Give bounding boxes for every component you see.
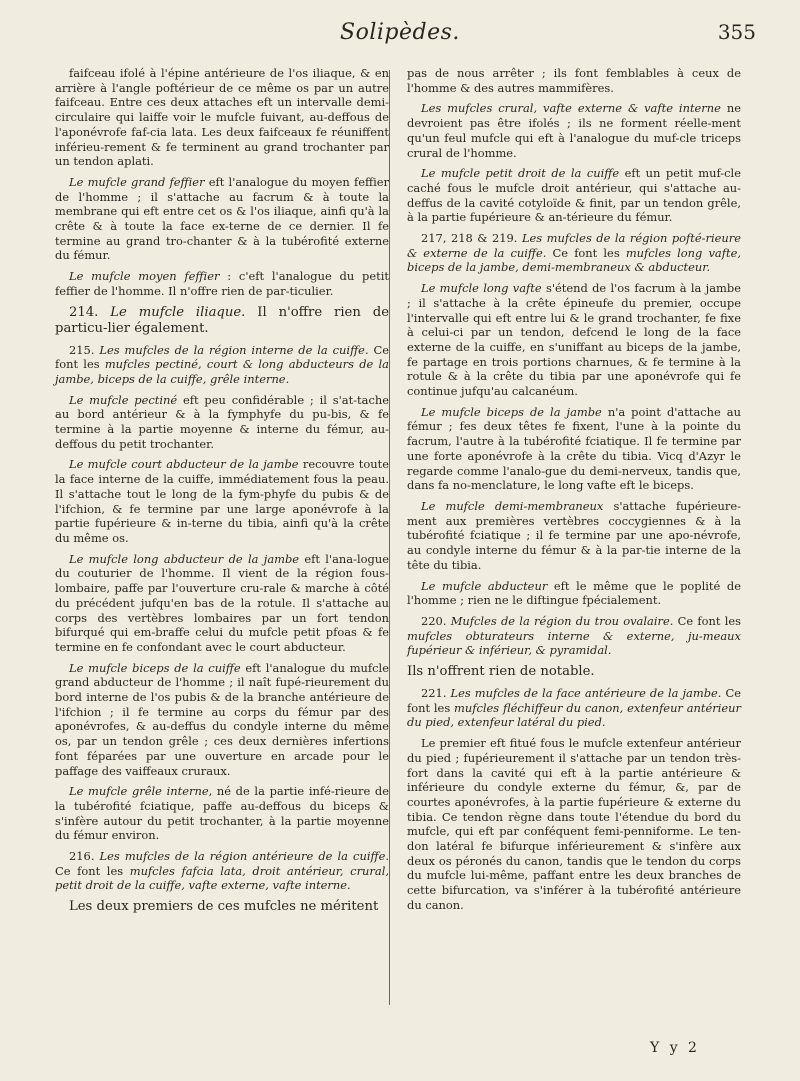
paragraph-text: pas de nous arrêter ; ils font femblables à ceux de l'homme & des autres mammifères. — [407, 66, 741, 95]
italic-term: Les mufcles de la région pofté-rieure & externe de la cuiffe. — [407, 231, 741, 260]
paragraph-text: Ce font les — [546, 245, 626, 260]
paragraph-text: Il n'offre rien de particu-lier également. — [55, 304, 390, 336]
italic-term: Le mufcle demi-membraneux — [421, 498, 604, 513]
paragraph — [55, 269, 389, 298]
paragraph — [407, 166, 741, 225]
running-head-title: Solipèdes. — [340, 20, 460, 45]
paragraph-text: eft l'analogue du moyen feffier de l'homme ; il s'attache au facrum & à toute la membrane qui eft entre cet os & l'os iliaque, ainfi qu'à la crête & à toute la face ex-terne de ce dernier. Il fe termine au grand tro-chanter & à la tubérofité externe du fémur. — [55, 174, 389, 263]
paragraph-text: Ce font les — [407, 686, 742, 715]
paragraph — [407, 736, 741, 912]
italic-term: mufcles pectiné, court & long abducteurs de la jambe, biceps de la cuiffe, grêle interne. — [55, 357, 389, 386]
paragraph-text: s'étend de l'os facrum à la jambe ; il s'attache à la crête épineufe du premier, occupe l'intervalle qui eft entre lui & le grand trochanter, fe fixe à celui-ci par un tendon, defcend le long de la face externe de la cuiffe, en s'uniffant au biceps de la jambe, fe partage en trois portions charnues, & fe termine à la rotule & à la crête du tibia par une aponévrofe qui fe continue jufqu'au calcanéum. — [407, 281, 741, 399]
italic-term: Le mufcle pectiné — [69, 392, 178, 407]
paragraph-text: eft l'ana-logue du couturier de l'homme. Il vient de la région fous-lombaire, paffe par l'ouverture cru-rale & marche à côté du précédent jufqu'en bas de la rotule. Il s'attache au corps des vertèbres lombaires par un fort tendon bifurqué qui em-braffe celui du mufcle petit pfoas & fe termine en fe confondant avec le court abducteur. — [55, 551, 389, 654]
paragraph — [407, 231, 741, 275]
paragraph-text: Les deux premiers de ces mufcles ne méritent — [69, 899, 379, 915]
paragraph-text: s'attache fupérieure-ment aux premières vertèbres coccygiennes & à la tubérofité fciatique ; il fe termine par une apo-névrofe, au condyle interne du fémur & à la par-tie interne de la tête du tibia. — [407, 498, 741, 572]
italic-term: Le mufcle iliaque. — [110, 304, 246, 320]
italic-term: Le mufcle petit droit de la cuiffe — [421, 166, 620, 181]
section-number: 214. — [69, 304, 111, 320]
paragraph-text: , né de la partie infé-rieure de la tubérofité fciatique, paffe au-deffous du biceps & s'infère autour du petit trochanter, à la partie moyenne du fémur environ. — [55, 784, 389, 843]
right-column — [407, 66, 741, 919]
paragraph — [407, 499, 741, 573]
paragraph — [407, 101, 741, 160]
italic-term: mufcles fafcia lata, droit antérieur, crural, petit droit de la cuiffe, vafte externe, vafte interne. — [55, 863, 389, 893]
section-number: 220. — [421, 613, 451, 628]
paragraph — [55, 175, 389, 263]
section-number: 221. — [421, 686, 451, 701]
italic-term: Le mufcle biceps de la cuiffe — [69, 660, 241, 675]
paragraph-text: eft un petit muf-cle caché fous le mufcle droit antérieur, qui s'attache au-deffus de la cavité cotyloïde & finit, par un tendon grêle, à la partie fupérieure & an-térieure du fémur. — [407, 166, 741, 225]
paragraph-text: : c'eft l'analogue du petit feffier de l'homme. Il n'offre rien de par-ticulier. — [55, 269, 389, 298]
italic-term: Les mufcles crural, vafte externe & vafte interne — [421, 101, 721, 116]
italic-term: Le mufcle grand feffier — [69, 174, 205, 189]
italic-term: Les mufcles de la région interne de la cuiffe. — [99, 342, 369, 357]
italic-term: Les mufcles de la région antérieure de la cuiffe. — [99, 849, 389, 864]
left-column — [55, 66, 389, 917]
paragraph — [407, 614, 741, 658]
italic-term: Les mufcles de la face antérieure de la jambe. — [450, 686, 722, 701]
italic-term: Le mufcle long vafte — [421, 281, 542, 296]
section-number: 217, 218 & 219. — [421, 231, 522, 246]
section-number: 215. — [69, 342, 100, 357]
running-head — [0, 14, 800, 48]
paragraph-text: Ils n'offrent rien de notable. — [407, 664, 595, 680]
paragraph-text: recouvre toute la face interne de la cuiffe, immédiatement fous la peau. Il s'attache tout le long de la fym-phyfe du pubis & de l'ifchion, & fe termine par une large aponévrofe à la partie fupérieure & in-terne du tibia, ainfi qu'à la crête du même os. — [55, 457, 389, 545]
paragraph — [55, 66, 389, 169]
italic-term: mufcles fléchiffeur du canon, extenfeur antérieur du pied, extenfeur latéral du pied. — [407, 700, 741, 730]
paragraph-text: n'a point d'attache au fémur ; fes deux têtes fe fixent, l'une à la pointe du facrum, l'autre à la tubérofité fciatique. Il fe termine par une forte aponévrofe à la crête du tibia. Vicq d'Azyr le regarde comme l'analo-gue du demi-nerveux, tandis que, dans fa no-menclature, le long vafte eft le biceps. — [407, 404, 741, 493]
signature-mark: Y y 2 — [650, 1040, 700, 1056]
italic-term: Mufcles de la région du trou ovalaire. — [450, 613, 674, 628]
section-number: 216. — [69, 849, 100, 864]
italic-term: Le mufcle long abducteur de la jambe — [69, 551, 300, 566]
paragraph — [407, 281, 741, 399]
paragraph — [55, 899, 389, 915]
paragraph — [407, 579, 741, 608]
paragraph — [407, 686, 741, 730]
paragraph-text: eft l'analogue du mufcle grand abducteur de l'homme ; il naît fupé-rieurement du bord interne de l'os pubis & de la branche antérieure de l'ifchion ; il fe termine au corps du fémur par des aponévrofes, & au-deffus du condyle interne du même os, par un tendon grêle ; ces deux dernières infertions font féparées par une ouverture en arcade pour le paffage des vaiffeaux cruraux. — [55, 660, 389, 778]
paragraph-text: eft peu confidérable ; il s'at-tache au bord antérieur & à la fymphyfe du pu-bis, & fe termine à la partie moyenne & interne du fémur, au-deffous du petit trochanter. — [55, 392, 389, 451]
paragraph — [55, 457, 389, 545]
page-number: 355 — [717, 20, 756, 44]
paragraph-text: Ce font les — [55, 863, 130, 878]
paragraph — [55, 552, 389, 655]
italic-term: Le mufcle biceps de la jambe — [421, 404, 602, 419]
paragraph-text: Ce font les — [673, 613, 742, 628]
paragraph-text: eft le même que le poplité de l'homme ; rien ne le diftingue fpécialement. — [407, 578, 741, 608]
italic-term: Le mufcle moyen feffier — [69, 269, 220, 284]
paragraph — [55, 849, 389, 893]
paragraph — [55, 393, 389, 452]
paragraph — [55, 343, 389, 387]
italic-term: mufcles long vafte, biceps de la jambe, demi-membraneux & abducteur. — [407, 245, 741, 275]
italic-term: Le mufcle grêle interne — [69, 784, 209, 799]
paragraph — [55, 784, 389, 843]
paragraph-text: ne devroient pas être ifolés ; ils ne forment réelle-ment qu'un feul mufcle qui eft à l'analogue du muf-cle triceps crural de l'homme. — [407, 101, 741, 160]
paragraph-text: Le premier eft fitué fous le mufcle extenfeur antérieur du pied ; fupérieurement il s'attache par un tendon très-fort dans la cavité qui eft à la partie antérieure & inférieure du condyle externe du fémur, &, par de courtes aponévrofes, à la partie fupérieure & externe du tibia. Ce tendon règne dans toute l'étendue du bord du mufcle, qui eft par conféquent femi-penniforme. Le ten-don latéral fe bifurque inférieurement & s'infère aux deux os péronés du canon, tandis que le tendon du corps du mufcle lui-même, paffant entre les deux branches de cette bifurcation, va s'inférer à la tubérofité antérieure du canon. — [407, 736, 741, 912]
italic-term: mufcles obturateurs interne & externe, ju-meaux fupérieur & inférieur, & pyramidal. — [407, 628, 741, 658]
paragraph — [407, 664, 741, 680]
paragraph — [55, 661, 389, 779]
paragraph — [55, 305, 389, 337]
italic-term: Le mufcle abducteur — [421, 578, 548, 593]
column-rule — [389, 70, 390, 1005]
paragraph — [407, 405, 741, 493]
italic-term: Le mufcle court abducteur de la jambe — [69, 457, 299, 472]
paragraph-text: Ce font les — [55, 342, 390, 372]
paragraph — [407, 66, 741, 95]
paragraph-text: faifceau ifolé à l'épine antérieure de l'os iliaque, & en arrière à l'angle poftérieur de ce même os par un autre faifceau. Entre ces deux attaches eft un intervalle demi-circulaire qui laiffe voir le mufcle fuivant, au-deffous de l'aponévrofe faf-cia lata. Les deux faifceaux fe réuniffent inférieu-rement & fe terminent au grand trochanter par un tendon aplati. — [55, 66, 389, 169]
